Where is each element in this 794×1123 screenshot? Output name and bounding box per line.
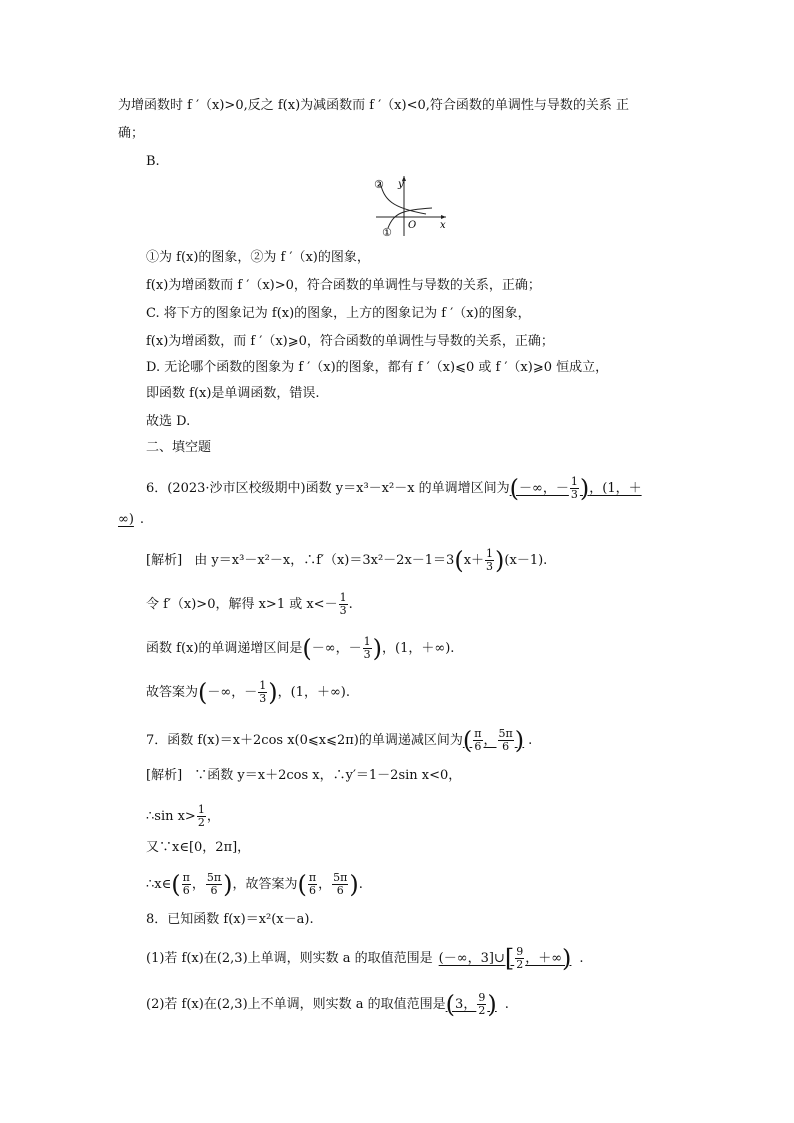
text-line-2: 确； <box>118 126 145 141</box>
q6-tail: . <box>139 512 145 527</box>
q6-s1-fraction <box>485 548 494 573</box>
q7-s2-fraction <box>197 804 206 829</box>
q8-p2-den: 2 <box>478 1004 486 1017</box>
q7-s2-a: ∴sin x> <box>146 809 196 824</box>
q7-solution-1 <box>146 766 461 786</box>
q8-p1-num: 9 <box>516 945 524 958</box>
q6-s4-fraction <box>258 680 267 705</box>
text-line-9: 即函数 f(x)是单调函数，错误. <box>146 386 320 401</box>
q7-ans-num-1: π <box>474 727 482 740</box>
q7-s4-num-2: 5π <box>206 871 222 884</box>
q6-answer: (－∞，－ $\frac{1}{3}$ )，(1，＋ <box>509 474 642 503</box>
q6-s4-num: 1 <box>259 679 267 692</box>
q6-s1-b: x＋ <box>463 553 485 568</box>
q6-answer-part-b: ，(1，＋ <box>589 481 642 496</box>
text-line-10: 故选 D. <box>146 414 191 429</box>
q6-stem-text: 6．(2023·沙市区校级期中)函数 y＝x³－x²－x 的单调增区间为 <box>146 481 510 496</box>
q6-s1-den: 3 <box>486 560 494 573</box>
q6-s3-num: 1 <box>363 635 371 648</box>
q7-s4-den-4: 6 <box>336 884 344 897</box>
q6-s2-num: 1 <box>339 591 347 604</box>
q7-solution-2: ∴sin x> $\frac{1}{2}$ ， <box>146 803 220 829</box>
q6-s1-c: (x－1). <box>504 553 548 568</box>
curve-1-label: ① <box>382 226 392 239</box>
q8-p1-a: (1)若 f(x)在(2,3)上单调，则实数 a 的取值范围是 <box>146 951 433 966</box>
q7-s4-b: ，故答案为 <box>232 877 298 892</box>
text-line-1: 为增函数时 f ′（x)>0,反之 f(x)为减函数而 f ′（x)<0,符合函数的单调性与导数的关系 正 <box>118 98 630 113</box>
option-b-label: B. <box>146 154 160 169</box>
q6-answer-part-c: ∞) <box>118 512 134 527</box>
q7-s4-c: . <box>358 877 363 892</box>
q8-p2-a: (2)若 f(x)在(2,3)上不单调，则实数 a 的取值范围是 <box>146 997 446 1012</box>
q7-ans-den-1: 6 <box>474 740 482 753</box>
q8-stem: 8．已知函数 f(x)＝x²(x－a). <box>146 912 314 927</box>
q6-s4-b: －∞，－ <box>207 685 258 700</box>
text-line-8: D. 无论哪个函数的图象为 f ′（x)的图象，都有 f ′（x)⩽0 或 f ′（x)⩾0 恒成立， <box>146 360 609 375</box>
q7-tail: . <box>528 733 533 748</box>
q7-s4-comma-2: ， <box>318 877 332 892</box>
q7-s4-frac-4 <box>332 872 348 897</box>
q7-stem <box>146 728 532 753</box>
q6-s4-a: 故答案为 <box>146 685 199 700</box>
q6-s4-c: ，(1，＋∞). <box>277 685 350 700</box>
q8-p1-fraction <box>515 946 524 971</box>
q6-frac-den: 3 <box>570 488 578 501</box>
section-heading: 二、填空题 <box>146 440 212 455</box>
q6-s1-a: 由 y＝x³－x²－x，∴f′（x)＝3x²－2x－1＝3 <box>194 553 455 568</box>
q6-stem-cont <box>118 510 144 530</box>
q6-solution-3: 函数 f(x)的单调递增区间是(－∞，－ $\frac{1}{3}$ )，(1，＋∞). <box>146 634 455 663</box>
q7-ans-frac-1 <box>473 728 482 753</box>
q7-ans-den-2: 6 <box>502 740 510 753</box>
q6-solution-1: [解析] 由 y＝x³－x²－x，∴f′（x)＝3x²－2x－1＝3(x＋ $\frac{1}{3}$ )(x－1). <box>146 546 548 575</box>
q6-s1-num: 1 <box>486 547 494 560</box>
q7-s4-den-2: 6 <box>210 884 218 897</box>
q8-p2-fraction <box>477 992 486 1017</box>
x-axis-label: x <box>440 220 446 231</box>
q7-s4-frac-1 <box>182 872 191 897</box>
y-axis-label: y <box>398 179 404 190</box>
q8-part-2 <box>146 992 509 1017</box>
q7-s4-den-1: 6 <box>182 884 190 897</box>
q7-ans-frac-2 <box>498 728 514 753</box>
q8-p1-c: ，＋∞ <box>525 951 563 966</box>
q8-p1-den: 2 <box>516 958 524 971</box>
q6-answer-part-a: －∞，－ <box>519 481 569 496</box>
q6-s2-den: 3 <box>339 604 347 617</box>
q7-s4-num-4: 5π <box>333 871 348 884</box>
q7-s2-num: 1 <box>197 803 205 816</box>
q6-s2-a: 令 f′（x)>0，解得 x>1 或 x<－ <box>146 597 338 612</box>
q6-answer-fraction <box>570 476 579 501</box>
q7-s4-frac-2 <box>206 872 222 897</box>
x-axis-arrow <box>441 215 446 219</box>
q6-s2-b: . <box>348 597 353 612</box>
q7-ans-num-2: 5π <box>498 727 513 740</box>
q7-s4-a: ∴x∈ <box>146 877 172 892</box>
q6-s3-den: 3 <box>363 648 371 661</box>
q6-jiexi-tag: [解析] <box>146 553 183 568</box>
q8-p1-d: . <box>579 951 584 966</box>
q6-s3-a: 函数 f(x)的单调递增区间是 <box>146 641 303 656</box>
q8-p1-b: (－∞，3]∪ <box>438 951 505 966</box>
q7-stem-text: 7．函数 f(x)＝x＋2cos x(0⩽x⩽2π)的单调递减区间为 <box>146 733 463 748</box>
q7-s4-num-3: π <box>308 871 317 884</box>
text-line-7: f(x)为增函数，而 f ′（x)⩾0，符合函数的单调性与导数的关系，正确； <box>146 334 554 349</box>
q6-solution-2 <box>146 592 353 617</box>
q6-frac-num: 1 <box>570 475 578 488</box>
origin-label: O <box>408 220 417 231</box>
q6-s3-c: ，(1，＋∞). <box>382 641 455 656</box>
q6-s4-den: 3 <box>259 692 267 705</box>
q8-p2-c: . <box>504 997 509 1012</box>
q6-s3-b: －∞，－ <box>311 641 362 656</box>
q7-jiexi-tag: [解析] <box>146 768 183 783</box>
q8-p2-num: 9 <box>478 991 486 1004</box>
q8-part-1 <box>146 946 584 971</box>
function-graph <box>370 170 450 240</box>
text-line-4: ①为 f(x)的图象，②为 f ′（x)的图象， <box>146 250 370 265</box>
q6-stem <box>146 476 642 501</box>
q8-p2-b: 3， <box>455 997 477 1012</box>
q8-p2-answer: (3， $\frac{9}{2}$ ) <box>445 990 497 1019</box>
q6-solution-4: 故答案为(－∞，－ $\frac{1}{3}$ )，(1，＋∞). <box>146 678 350 707</box>
text-line-6: C. 将下方的图象记为 f(x)的图象，上方的图象记为 f ′（x)的图象， <box>146 306 531 321</box>
q7-s4-num-1: π <box>182 871 190 884</box>
q8-p1-answer: (－∞，3]∪[ $\frac{9}{2}$ ，＋∞) <box>438 944 572 973</box>
q7-s4-den-3: 6 <box>308 884 316 897</box>
text-line-5: f(x)为增函数而 f ′（x)>0，符合函数的单调性与导数的关系，正确； <box>146 278 541 293</box>
q7-s4-frac-3 <box>308 872 317 897</box>
q7-ans-comma: ， <box>483 733 497 748</box>
q7-s1: ∵函数 y＝x＋2cos x，∴y′＝1－2sin x<0， <box>194 768 462 783</box>
q6-s2-fraction <box>339 592 348 617</box>
q7-s2-den: 2 <box>197 816 205 829</box>
q7-solution-3: 又∵x∈[0，2π]， <box>146 840 251 855</box>
q7-answer: ( $\frac{\pi}{6}$ ， $\frac{5\pi}{6}$ ) <box>462 726 525 755</box>
q7-solution-4: ∴x∈( $\frac{\pi}{6}$ ， $\frac{5\pi}{6}$ )，故答案为( $\frac{\pi}{6}$ ， $\frac{5\pi}{6}$ ). <box>146 870 363 899</box>
curve-2-label: ② <box>374 178 384 191</box>
q6-s3-fraction <box>363 636 372 661</box>
q7-s4-comma-1: ， <box>191 877 205 892</box>
